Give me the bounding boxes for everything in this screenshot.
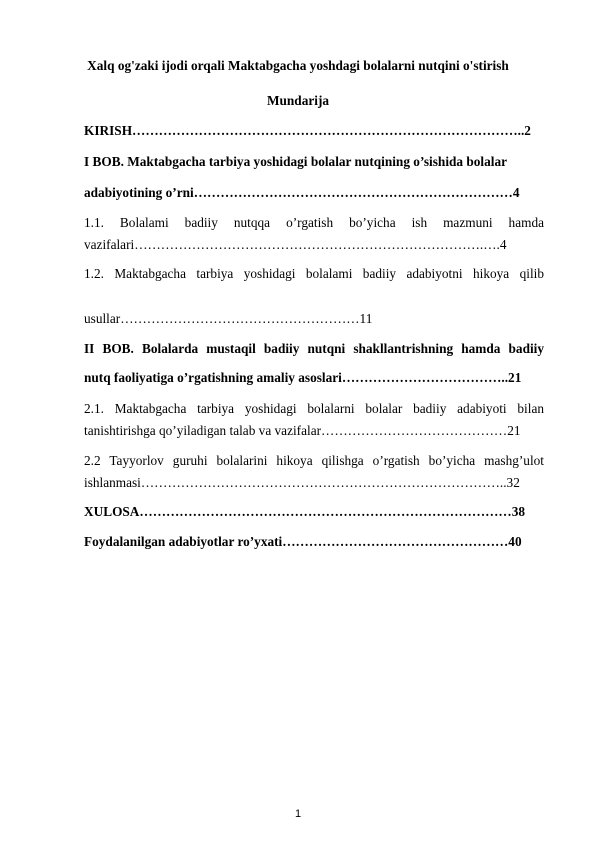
page-number: 1 — [294, 808, 302, 820]
toc-entry-1-1-line1: 1.1. Bolalami badiiy nutqqa o’rgatish bo’yicha ish mazmuni hamda — [84, 215, 544, 230]
toc-entry-1-2-line1: 1.2. Maktabgacha tarbiya yoshidagi bolalami badiiy adabiyotni hikoya qilib — [84, 266, 544, 281]
toc-entry-1-1-line2: vazifalari…………………………………………………………………….….4 — [84, 237, 507, 252]
toc-entry-conclusion: XULOSA…………………………………………………………………………38 — [84, 504, 526, 519]
toc-entry-chapter2-line2: nutq faoliyatiga o’rgatishning amaliy asoslari………………………………..21 — [84, 370, 522, 385]
toc-entry-2-2-line1: 2.2 Tayyorlov guruhi bolalarini hikoya qilishga o’rgatish bo’yicha mashg’ulot — [84, 453, 544, 468]
toc-entry-references: Foydalanilgan adabiyotlar ro’yxati……………………………………………40 — [84, 534, 522, 549]
toc-entry-chapter1-line1: I BOB. Maktabgacha tarbiya yoshidagi bolalar nutqining o’sishida bolalar — [84, 154, 508, 169]
toc-entry-chapter2-line1: II BOB. Bolalarda mustaqil badiiy nutqni shakllantrishning hamda badiiy — [84, 341, 544, 356]
toc-entry-2-1-line1: 2.1. Maktabgacha tarbiya yoshidagi bolalarni bolalar badiiy adabiyoti bilan — [84, 401, 544, 416]
toc-entry-1-2-line3: usullar………………………………………………11 — [84, 311, 373, 326]
document-title: Xalq og'zaki ijodi orqali Maktabgacha yoshdagi bolalarni nutqini o'stirish — [87, 58, 509, 73]
toc-entry-chapter1-line2: adabiyotining o’rni………………………………………………………………4 — [84, 185, 520, 200]
toc-entry-2-2-line2: ishlanmasi………………………………………………………………………..32 — [84, 475, 520, 490]
toc-heading: Mundarija — [266, 93, 330, 108]
toc-entry-intro: KIRISH……………………………………………………………………………..2 — [84, 123, 531, 138]
toc-entry-2-1-line2: tanishtirishga qo’yiladigan talab va vazifalar……………………………………21 — [84, 423, 521, 438]
